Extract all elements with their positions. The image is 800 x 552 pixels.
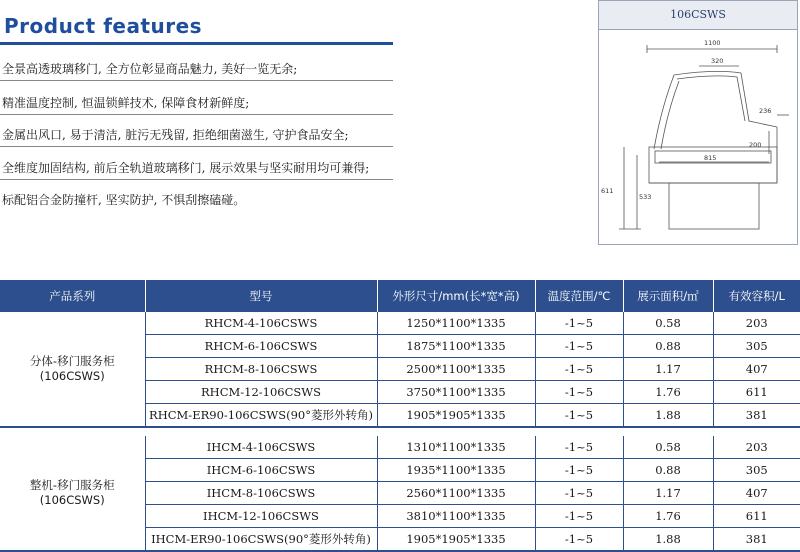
area-cell: 1.88 xyxy=(623,528,713,552)
feature-text: 全维度加固结构, 前后全轨道玻璃移门, 展示效果与坚实耐用均可兼得; xyxy=(2,161,370,175)
area-cell: 0.88 xyxy=(623,335,713,358)
table-row xyxy=(0,312,800,335)
col-header-series: 产品系列 xyxy=(0,280,145,312)
area-cell: 0.58 xyxy=(623,436,713,459)
model-cell: IHCM-4-106CSWS xyxy=(145,436,377,459)
model-cell: RHCM-ER90-106CSWS(90°菱形外转角) xyxy=(145,404,377,428)
temp-cell: -1~5 xyxy=(535,459,623,482)
series-code: (106CSWS) xyxy=(39,369,105,383)
col-header-volume: 有效容积/L xyxy=(713,280,800,312)
series-name: 分体-移门服务柜 xyxy=(29,354,115,368)
volume-cell: 305 xyxy=(713,459,800,482)
feature-text: 精准温度控制, 恒温锁鲜技术, 保障食材新鲜度; xyxy=(2,96,250,110)
col-header-model: 型号 xyxy=(145,280,377,312)
volume-cell: 203 xyxy=(713,436,800,459)
model-cell: IHCM-8-106CSWS xyxy=(145,482,377,505)
area-cell: 1.76 xyxy=(623,381,713,404)
size-cell: 1310*1100*1335 xyxy=(377,436,535,459)
col-header-temp: 温度范围/℃ xyxy=(535,280,623,312)
cross-section-diagram xyxy=(598,0,798,245)
series-cell xyxy=(0,436,145,551)
size-cell: 1905*1905*1335 xyxy=(377,528,535,552)
size-cell: 1935*1100*1335 xyxy=(377,459,535,482)
feature-text: 全景高透玻璃移门, 全方位彰显商品魅力, 美好一览无余; xyxy=(2,62,298,76)
size-cell: 3810*1100*1335 xyxy=(377,505,535,528)
model-cell: RHCM-8-106CSWS xyxy=(145,358,377,381)
dim-top: 320 xyxy=(711,57,724,65)
volume-cell: 611 xyxy=(713,381,800,404)
model-cell: RHCM-6-106CSWS xyxy=(145,335,377,358)
size-cell: 2500*1100*1335 xyxy=(377,358,535,381)
table-row xyxy=(0,436,800,459)
temp-cell: -1~5 xyxy=(535,436,623,459)
size-cell: 1905*1905*1335 xyxy=(377,404,535,428)
model-cell: IHCM-6-106CSWS xyxy=(145,459,377,482)
dim-counter-height: 533 xyxy=(639,193,652,201)
volume-cell: 381 xyxy=(713,528,800,552)
feature-divider xyxy=(0,179,393,180)
dim-width: 1100 xyxy=(704,39,721,47)
table-header-row xyxy=(0,280,800,312)
size-cell: 1875*1100*1335 xyxy=(377,335,535,358)
volume-cell: 407 xyxy=(713,482,800,505)
model-cell: RHCM-4-106CSWS xyxy=(145,312,377,335)
heading-text: Product features xyxy=(4,14,203,38)
feature-text: 标配铝合金防撞杆, 坚实防护, 不惧刮擦磕碰。 xyxy=(2,193,246,207)
feature-divider xyxy=(0,146,393,147)
model-cell: IHCM-12-106CSWS xyxy=(145,505,377,528)
feature-divider xyxy=(0,114,393,115)
size-cell: 2560*1100*1335 xyxy=(377,482,535,505)
area-cell: 0.58 xyxy=(623,312,713,335)
series-name: 整机-移门服务柜 xyxy=(29,478,115,492)
dim-depth: 815 xyxy=(704,154,717,162)
feature-text: 金属出风口, 易于清洁, 脏污无残留, 拒绝细菌滋生, 守护食品安全; xyxy=(2,128,349,142)
area-cell: 0.88 xyxy=(623,459,713,482)
dim-height-inner: 200 xyxy=(749,141,762,149)
product-features-heading xyxy=(0,10,400,44)
model-cell: IHCM-ER90-106CSWS(90°菱形外转角) xyxy=(145,528,377,552)
temp-cell: -1~5 xyxy=(535,358,623,381)
temp-cell: -1~5 xyxy=(535,312,623,335)
temp-cell: -1~5 xyxy=(535,381,623,404)
temp-cell: -1~5 xyxy=(535,404,623,428)
volume-cell: 381 xyxy=(713,404,800,428)
temp-cell: -1~5 xyxy=(535,482,623,505)
dim-base-height: 611 xyxy=(601,187,614,195)
temp-cell: -1~5 xyxy=(535,505,623,528)
heading-rule xyxy=(0,42,393,45)
size-cell: 3750*1100*1335 xyxy=(377,381,535,404)
col-header-area: 展示面积/㎡ xyxy=(623,280,713,312)
volume-cell: 407 xyxy=(713,358,800,381)
area-cell: 1.76 xyxy=(623,505,713,528)
temp-cell: -1~5 xyxy=(535,528,623,552)
model-cell: RHCM-12-106CSWS xyxy=(145,381,377,404)
temp-cell: -1~5 xyxy=(535,335,623,358)
cabinet-profile-drawing xyxy=(599,29,797,244)
size-cell: 1250*1100*1335 xyxy=(377,312,535,335)
feature-divider xyxy=(0,80,393,81)
volume-cell: 611 xyxy=(713,505,800,528)
group-spacer xyxy=(0,427,800,436)
area-cell: 1.17 xyxy=(623,482,713,505)
volume-cell: 203 xyxy=(713,312,800,335)
dim-side: 236 xyxy=(759,107,772,115)
product-spec-table xyxy=(0,280,800,552)
diagram-caption: 106CSWS xyxy=(599,1,797,30)
col-header-size: 外形尺寸/mm(长*宽*高) xyxy=(377,280,535,312)
volume-cell: 305 xyxy=(713,335,800,358)
area-cell: 1.17 xyxy=(623,358,713,381)
area-cell: 1.88 xyxy=(623,404,713,428)
series-cell xyxy=(0,312,145,427)
series-code: (106CSWS) xyxy=(39,493,105,507)
